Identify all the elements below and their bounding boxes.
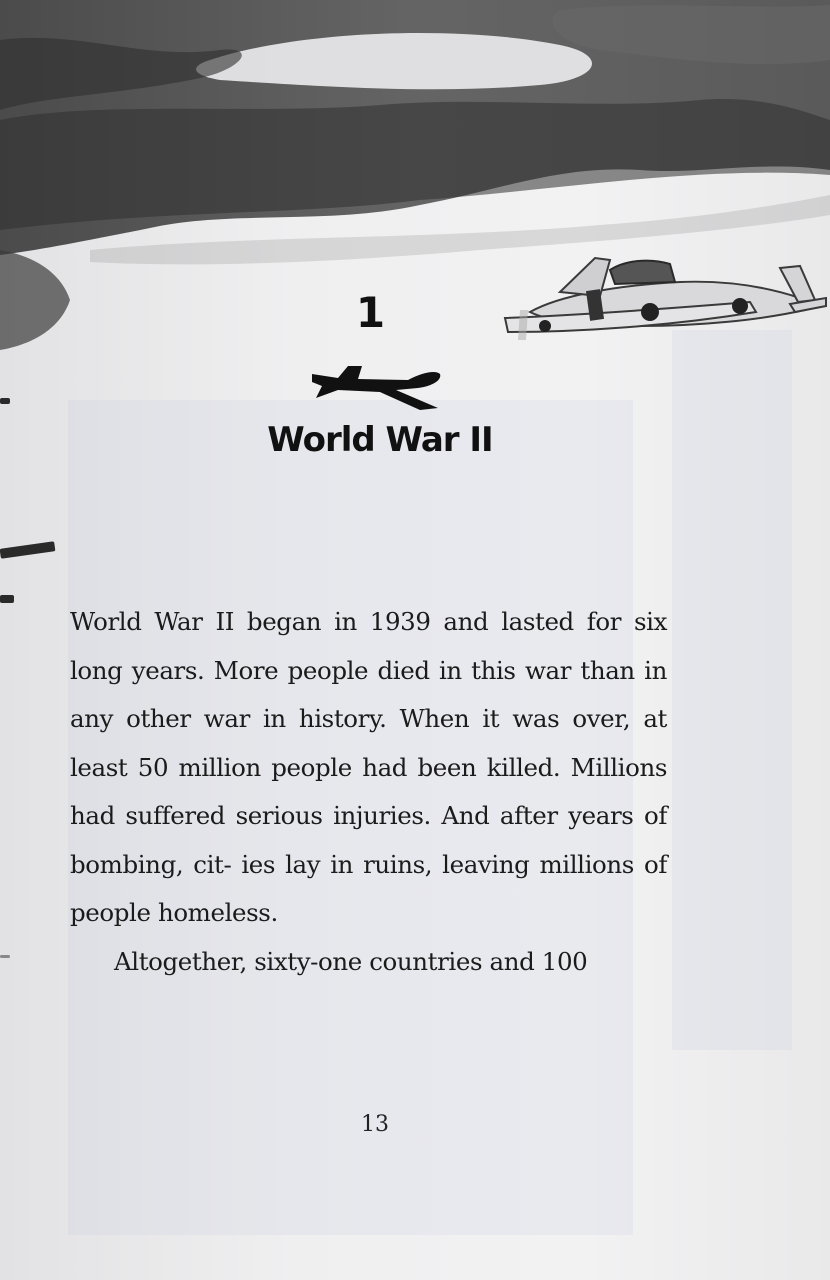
page-number: 13 bbox=[361, 1112, 389, 1137]
page-edge-mark bbox=[0, 955, 10, 958]
page-edge-mark bbox=[0, 595, 14, 603]
chapter-number: 1 bbox=[355, 288, 385, 337]
page-edge-mark bbox=[0, 398, 10, 404]
page-edge-mark bbox=[0, 541, 55, 559]
margin-bleed-through bbox=[672, 330, 792, 1050]
airplane-icon bbox=[308, 352, 444, 412]
paragraph-2: Altogether, sixty-one countries and 100 bbox=[114, 946, 588, 976]
paragraph-1: World War II began in 1939 and lasted for six long years. More people died in this war than in any other war in history. When it was over, at least 50 million people had been killed. Millions had suffered serious injuries. And after years of bombing, cit- ies lay in ruins, leaving millions of people homeless. bbox=[70, 607, 667, 927]
fighter-plane-illustration bbox=[500, 240, 830, 350]
body-text bbox=[70, 598, 667, 986]
chapter-title: World War II bbox=[267, 420, 493, 460]
